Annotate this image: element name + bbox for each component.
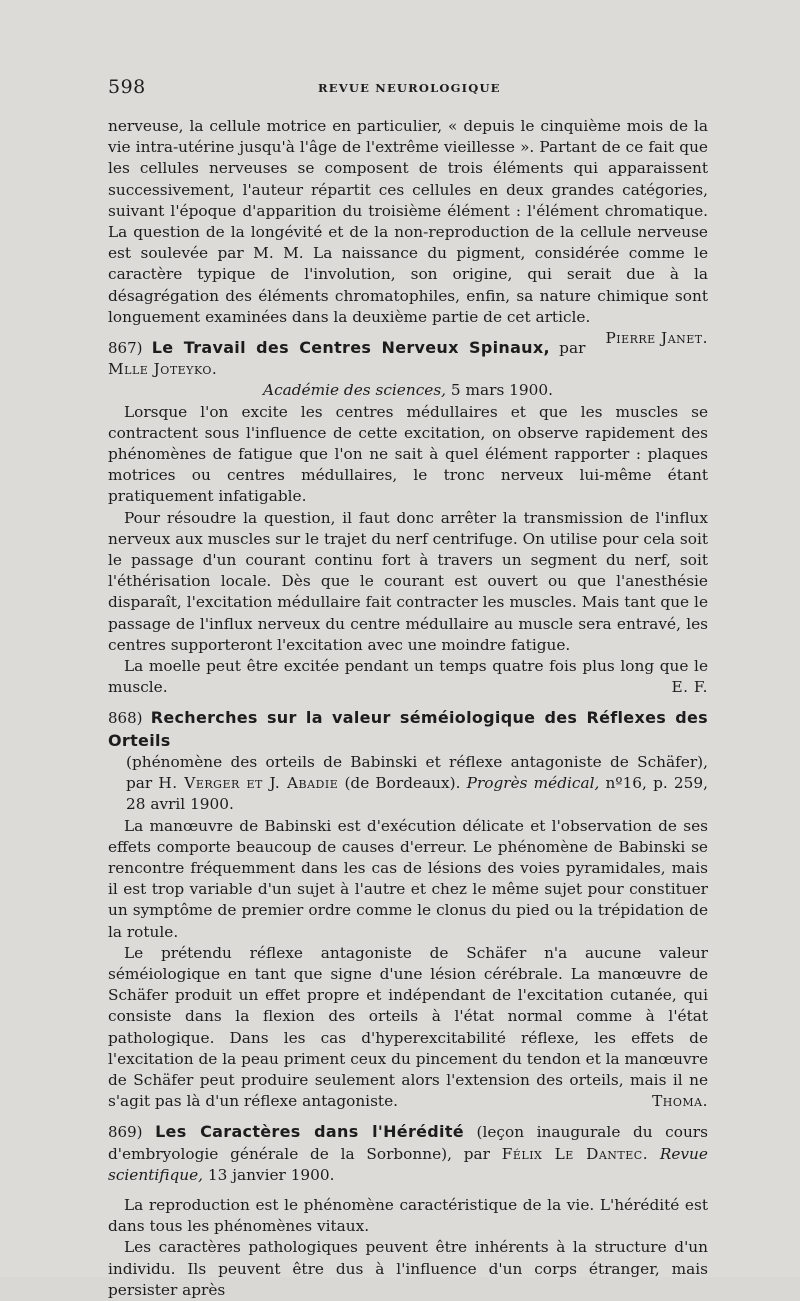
entry-868-location: (de Bordeaux). — [344, 774, 461, 793]
intro-signature: Pierre Janet. — [605, 329, 708, 348]
entry-867-number: 867) — [108, 339, 143, 358]
entry-867-paragraph-3-text: La moelle peut être excitée pendant un temps quatre fois plus long que le muscle. — [108, 657, 708, 697]
entry-867-paragraph-3 — [108, 656, 708, 698]
entry-867-by: par — [559, 339, 586, 358]
entry-868-title: Recherches sur la valeur séméiologique des Réflexes des Orteils — [108, 708, 708, 750]
entry-869-author: Félix Le Dantec. — [501, 1144, 649, 1163]
entry-867-source-line — [108, 380, 708, 401]
entry-867-source: Académie des sciences, — [263, 381, 447, 400]
page-number: 598 — [108, 76, 146, 98]
entry-869-spacer — [108, 1186, 708, 1195]
entry-868-paragraph-2-text: Le prétendu réflexe antagoniste de Schäfer n'a aucune valeur séméiologique en tant que signe d'une lésion cérébrale. La manœuvre de Schäfer produit un effet propre et indépendant de l'excitation cutanée, qui consiste dans la flexion des orteils à l'état normal comme à l'état pathologique. Dans les cas d'hyperexcitabilité réflexe, les effets de l'excitation de la peau priment ceux du pincement du tendon et la manœuvre de Schäfer peut produire seulement alors l'extension des orteils, mais il ne s'agit pas là d'un réflexe antagoniste. — [108, 943, 708, 1111]
entry-868-source: Progrès médical, — [466, 774, 600, 793]
entry-869-source: Revue scientifique, — [108, 1144, 708, 1184]
intro-text: nerveuse, la cellule motrice en particulier, « depuis le cinquième mois de la vie intra-utérine jusqu'à l'âge de l'extrême vieillesse ». Partant de ce fait que les cellules nerveuses se composent de trois éléments qui apparaissent successivement, l'auteur répartit ces cellules en deux grandes catégories, suivant l'époque d'apparition du troisième élément : l'élément chromatique. La question de la longévité et de la non-reproduction de la cellule nerveuse est soulevée par M. M. La naissance du pigment, considérée comme le caractère typique de l'involution, son origine, qui serait due à la désagrégation des éléments chromatophiles, enfin, sa nature chimique sont longuement examinées dans la deuxième partie de cet article. — [108, 117, 708, 326]
entry-868-paragraph-1: La manœuvre de Babinski est d'exécution délicate et l'observation de ses effets comporte beaucoup de causes d'erreur. Le phénomène de Babinski se rencontre fréquemment dans les cas de lésions des voies pyramidales, mais il est trop variable d'un sujet à l'autre et chez le même sujet pour constituer un symptôme de premier ordre comme le clonus du pied ou la trépidation de la rotule. — [108, 816, 708, 941]
entry-867-paragraph-2: Pour résoudre la question, il faut donc arrêter la transmission de l'influx nerveux aux muscles sur le trajet du nerf centrifuge. On utilise pour cela soit le passage d'un courant continu fort à travers un segment du nerf, soit l'éthérisation locale. Dès que le courant est ouvert ou que l'anesthésie disparaît, l'excitation médullaire fait contracter les muscles. Mais tant que le passage de l'influx nerveux du centre médullaire au muscle sera entravé, les centres supporteront l'excitation avec une moindre fatigue. — [108, 508, 708, 654]
entry-868-signature: Thoma. — [652, 1092, 708, 1111]
entry-868-number: 868) — [108, 709, 143, 728]
entry-869 — [108, 1121, 708, 1301]
entry-869-subtitle: (leçon inaugurale du cours d'embryologie générale de la Sorbonne), par — [108, 1123, 708, 1163]
entry-868-authors: H. Verger et J. Abadie — [158, 774, 339, 793]
entry-867-title: Le Travail des Centres Nerveux Spinaux, — [151, 338, 550, 358]
entry-867-signature: E. F. — [671, 678, 708, 697]
entry-869-number: 869) — [108, 1123, 143, 1142]
entry-868-paragraph-2 — [108, 943, 708, 1113]
entry-869-heading — [108, 1121, 708, 1186]
entry-869-title: Les Caractères dans l'Hérédité — [155, 1122, 464, 1142]
entry-869-paragraph-2: Les caractères pathologiques peuvent être inhérents à la structure d'un individu. Ils peuvent être dus à l'influence d'un corps étranger, mais persister après — [108, 1238, 708, 1299]
entry-869-date: 13 janvier 1900. — [207, 1165, 335, 1184]
entry-867 — [108, 337, 708, 698]
article-body — [108, 116, 708, 1301]
entry-868 — [108, 707, 708, 1112]
entry-867-author: Mlle Joteyko. — [108, 360, 218, 379]
entry-868-heading — [108, 707, 708, 751]
entry-867-date: 5 mars 1900. — [450, 381, 553, 400]
entry-869-paragraph-1: La reproduction est le phénomène caractéristique de la vie. L'hérédité est dans tous les phénomènes vitaux. — [108, 1195, 708, 1236]
running-title: REVUE NEUROLOGIQUE — [318, 81, 501, 95]
entry-868-subtitle: (phénomène des orteils de Babinski et réflexe antagoniste de Schäfer), par — [126, 752, 708, 793]
entry-867-paragraph-1: Lorsque l'on excite les centres médullaires et que les muscles se contractent sous l'influence de cette excitation, on observe rapidement des phénomènes de fatigue que l'on ne sait à quel élément rapporter : plaques motrices ou centres médullaires, le tronc nerveux lui-même étant pratiquement infatigable. — [108, 402, 708, 506]
page-header — [108, 76, 708, 100]
entry-868-citation: nº16, p. 259, 28 avril 1900. — [126, 774, 708, 814]
entry-868-byline — [108, 752, 708, 816]
